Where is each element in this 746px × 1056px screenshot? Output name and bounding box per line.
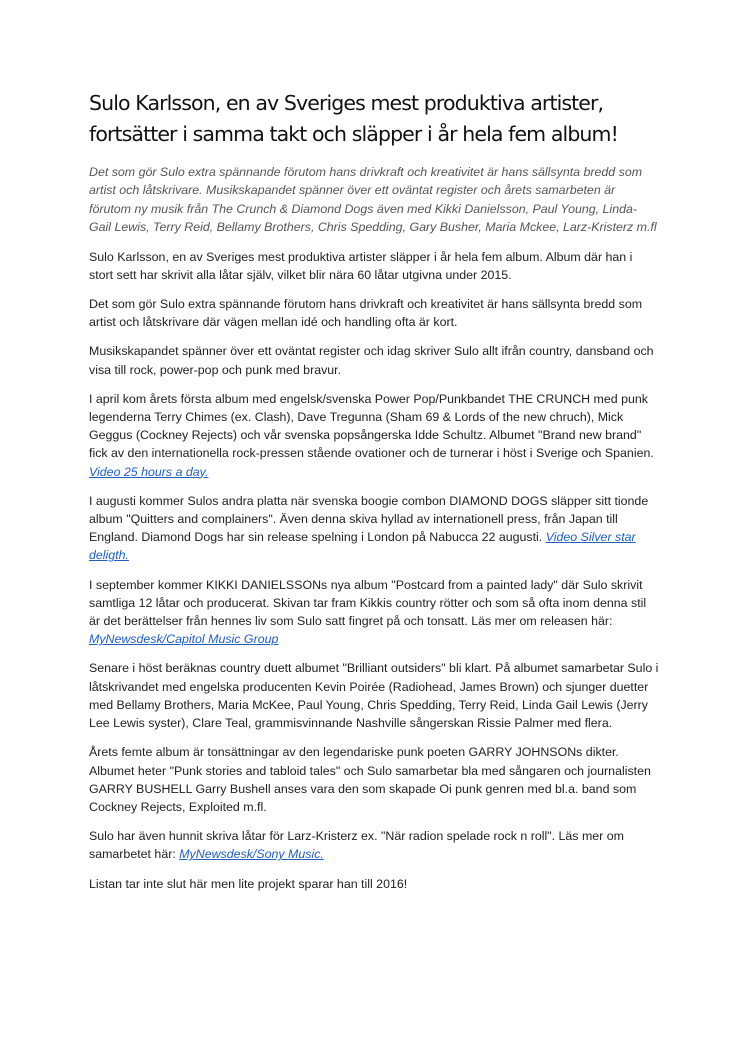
body-paragraph-kikki-danielsson [89, 576, 659, 649]
body-paragraph-garry-johnson: Årets femte album är tonsättningar av den legendariske punk poeten GARRY JOHNSONs dikter. Albumet heter "Punk stories and tabloid tales" och Sulo samarbetar bla med sångaren och journalisten GARRY BUSHELL Garry Bushell anses vara den som skapade Oi punk genren med bl.a. band som Cockney Rejects, Exploited m.fl. [89, 745, 651, 814]
video-25-hours-a-day-link[interactable]: Video 25 hours a day. [89, 464, 209, 479]
video-silver-star-link[interactable]: Video Silver star deligth. [89, 530, 636, 563]
body-paragraph-3: Musikskapandet spänner över ett oväntat register och idag skriver Sulo allt ifrån country, dansband och visa till rock, power-pop och punk med bravur. [89, 344, 654, 377]
body-paragraph-brilliant-outsiders: Senare i höst beräknas country duett albumet "Brilliant outsiders" bli klart. På albumet samarbetar Sulo i låtskrivandet med engelska producenten Kevin Poirée (Radiohead, James Brown) och sjunger duetter med Bellamy Brothers, Maria McKee, Paul Young, Chris Spedding, Terry Reid, Linda Gail Lewis (Jerry Lee Lewis syster), Clare Teal, grammisvinnande Nashville sångerskan Rissie Palmer med flera. [89, 661, 659, 731]
paragraph-text: Sulo har även hunnit skriva låtar för Larz-Kristerz ex. "När radion spelade rock n roll". Läs mer om samarbetet här: [89, 829, 624, 862]
body-paragraph-the-crunch [89, 390, 659, 481]
paragraph-text: I september kommer KIKKI DANIELSSONs nya album "Postcard from a painted lady" där Sulo skrivit samtliga 12 låtar och producerat. Skivan tar fram Kikkis country rötter och som så ofta inom denna stil är det berättelser från hennes liv som Sulo satt fingret på och tonsatt. Läs mer om releasen här: [89, 577, 647, 629]
body-paragraph-2: Det som gör Sulo extra spännande förutom hans drivkraft och kreativitet är hans sällsynta bredd som artist och låtskrivare där vägen mellan idé och handling ofta är kort. [89, 297, 643, 330]
mynewsdesk-capitol-link[interactable]: MyNewsdesk/Capitol Music Group [89, 632, 279, 647]
mynewsdesk-sony-link[interactable]: MyNewsdesk/Sony Music. [179, 847, 324, 862]
body-paragraph-closing: Listan tar inte slut här men lite projekt sparar han till 2016! [89, 876, 408, 891]
body-paragraph-larz-kristerz [89, 827, 659, 863]
press-release [89, 88, 659, 893]
body-paragraph-diamond-dogs [89, 492, 659, 565]
paragraph-text: I april kom årets första album med engelsk/svenska Power Pop/Punkbandet THE CRUNCH med punk legenderna Terry Chimes (ex. Clash), Dave Tregunna (Sham 69 & Lords of the new chruch), Mick Geggus (Cockney Rejects) och vår svenska popsångerska Idde Schultz. Albumet "Brand new brand" fick av den internationella rock-pressen stående ovationer och de turnerar i höst i Sverige och Spanien. [89, 391, 654, 461]
body-paragraph-1: Sulo Karlsson, en av Sveriges mest produktiva artister släpper i år hela fem album. Album där han i stort sett har skrivit alla låtar själv, vilket blir nära 60 låtar utgivna under 2015. [89, 249, 633, 282]
paragraph-text: I augusti kommer Sulos andra platta när svenska boogie combon DIAMOND DOGS släpper sitt tionde album "Quitters and complainers". Även denna skiva hyllad av internationell press, från Japan till England. Diamond Dogs har sin release spelning i London på Nabucca 22 augusti. [89, 493, 649, 545]
ingress-paragraph: Det som gör Sulo extra spännande förutom hans drivkraft och kreativitet är hans sällsynta bredd som artist och låtskrivare. Musikskapandet spänner över ett oväntat register och årets samarbeten är förutom ny musik från The Crunch & Diamond Dogs även med Kikki Danielsson, Paul Young, Linda-Gail Lewis, Terry Reid, Bellamy Brothers, Chris Spedding, Gary Busher, Maria Mckee, Larz-Kristerz m.fl [89, 165, 657, 235]
page-title: Sulo Karlsson, en av Sveriges mest produktiva artister, fortsätter i samma takt och släpper i år hela fem album! [89, 91, 618, 146]
